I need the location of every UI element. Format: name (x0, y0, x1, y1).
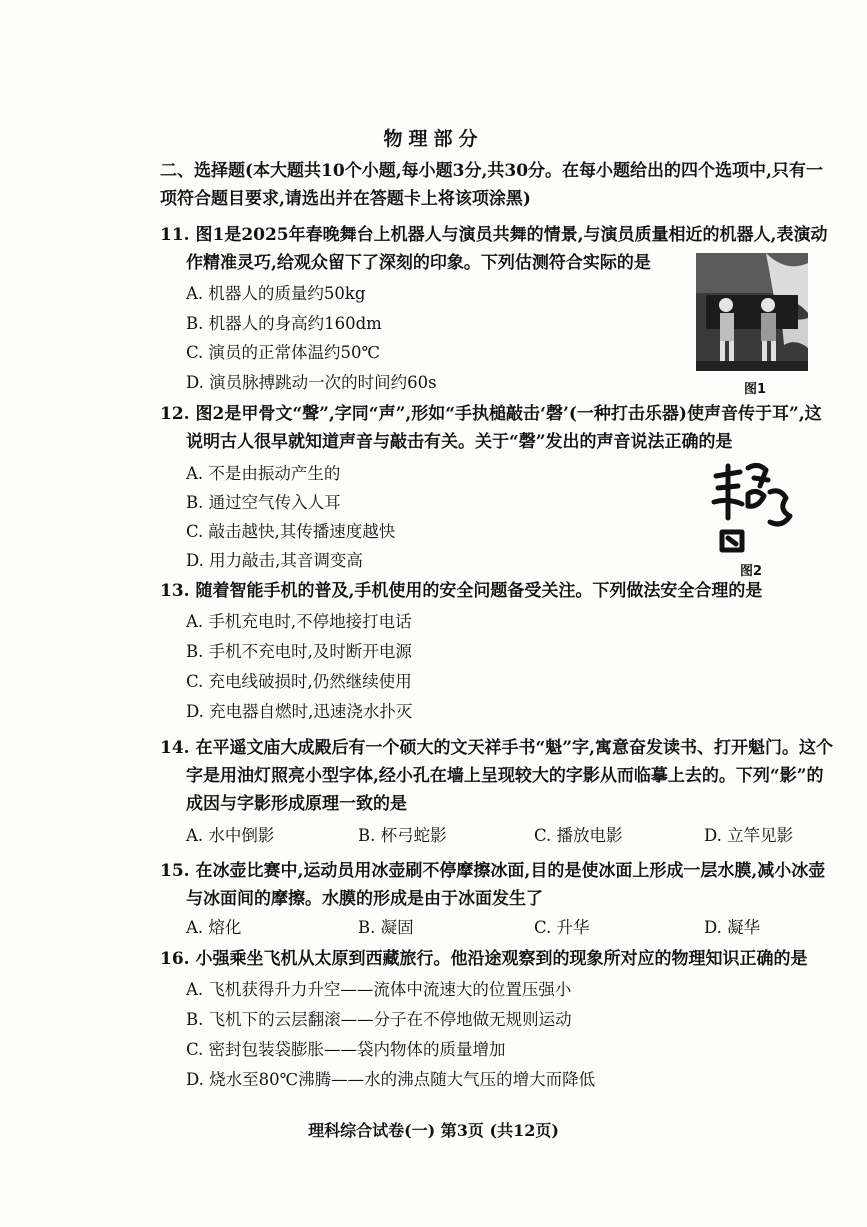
q15-option-a: A. 熔化 (186, 918, 242, 937)
q12-option-c: C. 敲击越快,其传播速度越快 (186, 522, 396, 541)
q11-option-c: C. 演员的正常体温约50℃ (186, 343, 380, 362)
q13-option-a: A. 手机充电时,不停地接打电话 (186, 612, 412, 631)
q12-stem-line-1: 12. 图2是甲骨文“聲”,字同“声”,形如“手执槌敲击‘磬’(一种打击乐器)使声音传于耳”,这 (160, 404, 822, 424)
q16-option-c: C. 密封包装袋膨胀——袋内物体的质量增加 (186, 1040, 506, 1059)
q12-option-a: A. 不是由振动产生的 (186, 464, 341, 483)
q12-option-d: D. 用力敲击,其音调变高 (186, 551, 363, 570)
q15-option-b: B. 凝固 (358, 918, 414, 937)
q14-option-b: B. 杯弓蛇影 (358, 826, 447, 845)
page-footer: 理科综合试卷(一) 第3页 (共12页) (308, 1121, 559, 1140)
q14-option-a: A. 水中倒影 (186, 826, 275, 845)
section-title: 物理部分 (383, 128, 484, 150)
q14-option-d: D. 立竿见影 (704, 826, 794, 845)
instructions-line-2: 项符合题目要求,请选出并在答题卡上将该项涂黑) (160, 189, 531, 209)
figure-1-caption: 图1 (744, 382, 767, 397)
q11-stem-line-1: 11. 图1是2025年春晚舞台上机器人与演员共舞的情景,与演员质量相近的机器人,表演动 (160, 225, 828, 245)
q11-option-b: B. 机器人的身高约160dm (186, 314, 382, 333)
q14-option-c: C. 播放电影 (534, 826, 623, 845)
q16-stem-line-1: 16. 小强乘坐飞机从太原到西藏旅行。他沿途观察到的现象所对应的物理知识正确的是 (160, 949, 808, 969)
q11-option-d: D. 演员脉搏跳动一次的时间约60s (186, 373, 437, 392)
q16-option-a: A. 飞机获得升力升空——流体中流速大的位置压强小 (186, 980, 572, 999)
q13-option-b: B. 手机不充电时,及时断开电源 (186, 642, 412, 661)
q14-stem-line-3: 成因与字影形成原理一致的是 (186, 794, 407, 814)
q13-stem-line-1: 13. 随着智能手机的普及,手机使用的安全问题备受关注。下列做法安全合理的是 (160, 581, 763, 601)
figure-2-caption: 图2 (740, 564, 763, 579)
robot-dance-photo (696, 253, 808, 371)
q11-option-a: A. 机器人的质量约50kg (186, 284, 366, 303)
q14-stem-line-2: 字是用油灯照亮小型字体,经小孔在墙上呈现较大的字影从而临摹上去的。下列“影”的 (186, 766, 824, 786)
q12-stem-line-2: 说明古人很早就知道声音与敲击有关。关于“磬”发出的声音说法正确的是 (186, 432, 733, 452)
q15-option-c: C. 升华 (534, 918, 590, 937)
q15-option-d: D. 凝华 (704, 918, 761, 937)
q11-stem-line-2: 作精准灵巧,给观众留下了深刻的印象。下列估测符合实际的是 (186, 253, 651, 273)
oracle-bone-character (708, 458, 804, 558)
q15-stem-line-1: 15. 在冰壶比赛中,运动员用冰壶刷不停摩擦冰面,目的是使冰面上形成一层水膜,减小冰壶 (160, 861, 826, 881)
q15-stem-line-2: 与冰面间的摩擦。水膜的形成是由于冰面发生了 (186, 889, 543, 909)
q14-stem-line-1: 14. 在平遥文庙大成殿后有一个硕大的文天祥手书“魁”字,寓意奋发读书、打开魁门。这个 (160, 738, 833, 758)
q12-option-b: B. 通过空气传入人耳 (186, 493, 341, 512)
q13-option-c: C. 充电线破损时,仍然继续使用 (186, 672, 412, 691)
q13-option-d: D. 充电器自燃时,迅速浇水扑灭 (186, 702, 413, 721)
instructions-line-1: 二、选择题(本大题共10个小题,每小题3分,共30分。在每小题给出的四个选项中,只有一 (160, 161, 823, 181)
q16-option-b: B. 飞机下的云层翻滚——分子在不停地做无规则运动 (186, 1010, 572, 1029)
q16-option-d: D. 烧水至80℃沸腾——水的沸点随大气压的增大而降低 (186, 1070, 596, 1089)
